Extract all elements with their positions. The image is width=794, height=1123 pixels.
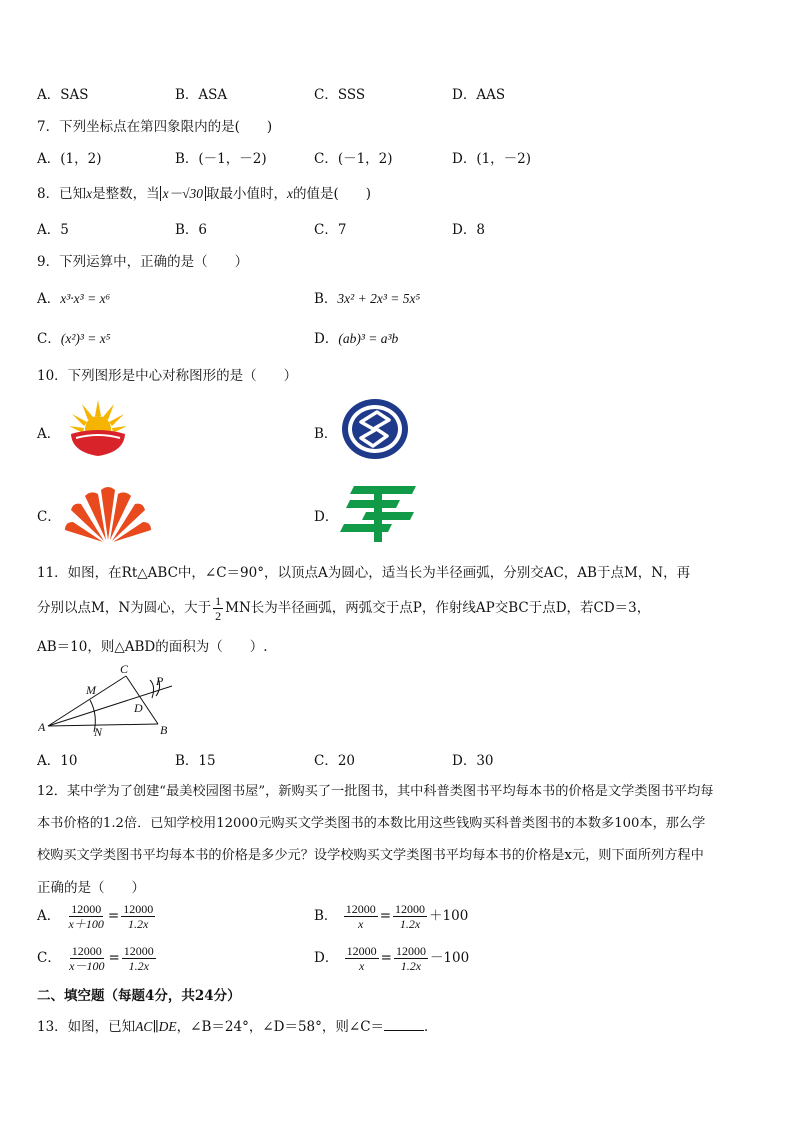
q8-var-x2: x: [287, 186, 293, 201]
q7-option-c: C．(－1，2): [314, 151, 393, 167]
q9-expr-a: x³·x³ = x⁶: [60, 291, 111, 306]
q10-label-c: C．: [37, 509, 61, 525]
china-post-logo: [340, 482, 418, 544]
q6-option-b: B．ASA: [175, 87, 228, 103]
q9-expr-c: (x²)³ = x⁵: [60, 331, 111, 346]
huawei-logo: [63, 482, 153, 544]
q12-line4: 正确的是（ ）: [37, 880, 145, 896]
num: 12000: [395, 944, 426, 958]
q11-option-b: B．15: [175, 753, 216, 769]
q11-fig-label-c: C: [120, 662, 129, 676]
q11-fig-label-n: N: [94, 725, 103, 739]
q7-option-a: A．(1，2): [37, 151, 102, 167]
q12-line3: 校购买文学类图书平均每本书的价格是多少元？设学校购买文学类图书平均每本书的价格是x元，则下面所列方程中: [37, 848, 704, 863]
q9-option-b: [314, 287, 420, 307]
q9-label-c: C．: [37, 331, 61, 347]
side-ab: [48, 724, 158, 726]
q8-option-c: C．7: [314, 222, 347, 238]
q13-stem-c: ．: [424, 1019, 438, 1035]
den: x: [358, 959, 365, 973]
den: 1.2x: [399, 917, 421, 931]
q13-stem: [37, 1015, 438, 1035]
num: 12000: [71, 902, 102, 916]
q11-frac-num: 1: [215, 594, 222, 608]
q12-option-a: A． $\frac{12000}{x+100}$ = $\frac{12000}{1.2x}$: [37, 902, 154, 931]
q10-label-a: A．: [37, 426, 61, 442]
q8-abs-expression: x－√30: [160, 186, 206, 201]
den: x: [358, 917, 364, 931]
q11-fig-label-a: A: [38, 720, 46, 734]
q8-stem-d: 的值是( ): [293, 186, 372, 202]
q12-d-left: [345, 944, 379, 973]
q11-fig-label-d: D: [134, 701, 143, 715]
q8-stem: [37, 182, 371, 202]
den: 1.2x: [128, 917, 149, 931]
q8-stem-c: 取最小值时，: [206, 186, 287, 202]
q9-label-d: D．: [314, 331, 339, 347]
q9-stem: 9．下列运算中，正确的是（ ）: [37, 254, 249, 270]
q7-stem: 7．下列坐标点在第四象限内的是( ): [37, 119, 273, 135]
q12-option-b: B． $\frac{12000}{x}$ = $\frac{12000}{1.2x}$ ＋100: [314, 902, 469, 931]
q9-label-b: B．: [314, 291, 338, 307]
q7-option-b: B．(－1，－2): [175, 151, 267, 167]
tail: ＋100: [429, 908, 469, 924]
q11-option-c: C．20: [314, 753, 356, 769]
q11-frac-den: 2: [215, 609, 222, 623]
num: 12000: [345, 902, 376, 916]
tail: －100: [429, 950, 470, 966]
q10-label-b: B．: [314, 426, 338, 442]
q12-label-d: D．: [314, 950, 339, 966]
q11-fig-label-m: M: [86, 683, 96, 697]
q12-a-left: [67, 902, 106, 931]
q9-option-d: [314, 327, 398, 347]
q11-line2: [37, 594, 650, 623]
q13-stem-b: ，∠B＝24°，∠D＝58°，则∠C＝: [176, 1019, 385, 1035]
num: 12000: [395, 902, 426, 916]
q12-option-d: D． $\frac{12000}{x}$ = $\frac{12000}{1.2x}$ －100: [314, 944, 470, 973]
q8-var-x: x: [86, 186, 93, 201]
q12-line2: 本书价格的1.2倍．已知学校用12000元购买文学类图书的本数比用这些钱购买科普类图书的本数多100本，那么学: [37, 816, 706, 831]
q11-option-d: D．30: [452, 753, 494, 769]
q13-answer-blank[interactable]: [384, 1018, 424, 1031]
q11-half-fraction: [213, 594, 223, 623]
num: 12000: [346, 944, 377, 958]
q12-label-c: C．: [37, 950, 61, 966]
arc-p1: [150, 680, 154, 698]
q12-c-left: [67, 944, 106, 973]
q9-option-c: [37, 327, 110, 347]
q11-triangle-figure: [38, 660, 178, 740]
q9-expr-b: 3x² + 2x³ = 5x⁵: [337, 291, 421, 306]
q12-a-right: [121, 902, 155, 931]
q8-option-a: A．5: [37, 222, 69, 238]
section-title-fill-in: 二、填空题（每题4分，共24分）: [37, 988, 241, 1004]
q10-label-d: D．: [314, 509, 339, 525]
den: x＋100: [68, 917, 104, 931]
q11-line1: 11．如图，在Rt△ABC中，∠C＝90°，以顶点A为圆心，适当长为半径画弧，分别交AC，AB于点M，N，再: [37, 565, 691, 581]
q12-label-a: A．: [37, 908, 61, 924]
q6-option-c: C．SSS: [314, 87, 366, 103]
q8-stem-b: 是整数，当: [92, 186, 160, 202]
den: 1.2x: [128, 959, 149, 973]
q13-parallel-expr: AC∥DE: [135, 1019, 177, 1034]
q9-expr-d: (ab)³ = a³b: [338, 331, 399, 346]
q6-option-d: D．AAS: [452, 87, 506, 103]
q9-option-a: [37, 287, 110, 307]
q8-stem-a: 8．已知: [37, 186, 87, 202]
q12-c-right: [122, 944, 156, 973]
q11-option-a: A．10: [37, 753, 78, 769]
q12-d-right: [394, 944, 428, 973]
q11-fig-label-b: B: [160, 723, 168, 737]
q9-label-a: A．: [37, 291, 61, 307]
q12-b-left: [344, 902, 378, 931]
q6-option-a: A．SAS: [37, 87, 89, 103]
china-mobile-logo: [341, 398, 409, 460]
q12-label-b: B．: [314, 908, 338, 924]
den: x－100: [69, 959, 105, 973]
num: 12000: [123, 944, 154, 958]
q11-line2-a: 分别以点M，N为圆心，大于: [37, 600, 212, 616]
side-cb: [126, 676, 158, 724]
q12-line1: 12．某中学为了创建“最美校园图书屋”，新购买了一批图书，其中科普类图书平均每本书的价格是文学类图书平均每: [37, 784, 714, 799]
num: 12000: [71, 944, 102, 958]
q12-b-right: [393, 902, 427, 931]
num: 12000: [123, 902, 154, 916]
q10-stem: 10．下列图形是中心对称图形的是（ ）: [37, 368, 298, 384]
q13-stem-a: 13．如图，已知: [37, 1019, 136, 1035]
q7-option-d: D．(1，－2): [452, 151, 532, 167]
q11-line2-b: MN长为半径画弧，两弧交于点P，作射线AP交BC于点D，若CD＝3，: [225, 600, 651, 616]
q8-option-b: B．6: [175, 222, 208, 238]
q8-option-d: D．8: [452, 222, 485, 238]
petrochina-logo: [66, 396, 130, 460]
q11-line3: AB＝10，则△ABD的面积为（ ）.: [37, 639, 268, 655]
den: 1.2x: [400, 959, 422, 973]
q11-fig-label-p: P: [156, 674, 164, 688]
q12-option-c: C． $\frac{12000}{x-100}$ = $\frac{12000}{1.2x}$: [37, 944, 154, 973]
